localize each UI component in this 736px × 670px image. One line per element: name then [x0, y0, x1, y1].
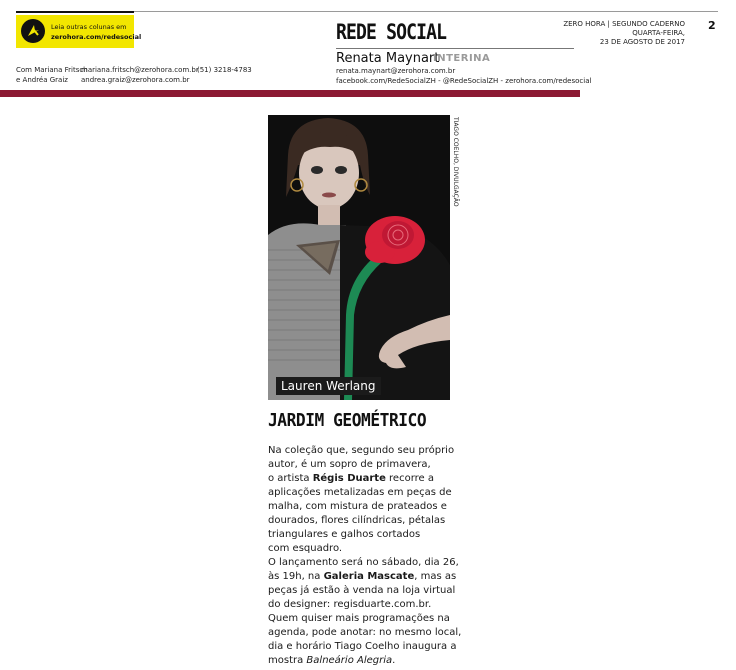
publication-weekday: QUARTA-FEIRA,	[632, 29, 685, 37]
article-line	[268, 444, 468, 458]
header-band	[0, 90, 580, 97]
article-text: , mas as	[414, 571, 457, 582]
photo-caption: Lauren Werlang	[276, 377, 381, 395]
publication-name: ZERO HORA | SEGUNDO CADERNO	[563, 20, 685, 28]
cursor-arrow-icon	[21, 19, 45, 43]
article-line	[268, 528, 468, 542]
article-line	[268, 640, 468, 654]
article-line	[268, 500, 468, 514]
collaborator-line: Com Mariana Fritsch	[16, 66, 88, 74]
article-text: às 19h, na	[268, 571, 324, 582]
title-divider	[336, 48, 574, 49]
social-links[interactable]: facebook.com/RedeSocialZH - @RedeSocialZH - zerohora.com/redesocial	[336, 77, 592, 85]
article-headline: JARDIM GEOMÉTRICO	[268, 410, 427, 431]
article-text: Quem quiser mais programações na	[268, 613, 450, 624]
article-text: dourados, flores cilíndricas, pétalas	[268, 515, 446, 526]
article-text: O lançamento será no sábado, dia 26,	[268, 557, 459, 568]
article-line	[268, 598, 468, 612]
collaborator-phone: (51) 3218-4783	[197, 66, 252, 74]
article-bold-text: Galeria Mascate	[323, 571, 415, 582]
article-line	[268, 486, 468, 500]
article-line	[268, 556, 468, 570]
article-text: dia e horário Tiago Coelho inaugura a	[268, 641, 457, 652]
article-text: .	[392, 655, 396, 666]
article-line	[268, 626, 468, 640]
article-italic-text: Balneário Alegria	[306, 655, 393, 666]
columnist-role: INTERINA	[433, 53, 491, 64]
article-line	[268, 654, 468, 668]
columnist-email[interactable]: renata.maynart@zerohora.com.br	[336, 67, 456, 75]
article-line	[268, 472, 468, 486]
article-text: triangulares e galhos cortados	[268, 529, 421, 540]
promo-box[interactable]	[16, 15, 142, 48]
article-line	[268, 514, 468, 528]
article-line	[268, 584, 468, 598]
publication-date: 23 DE AGOSTO DE 2017	[599, 38, 685, 46]
promo-link[interactable]: zerohora.com/redesocial	[51, 33, 142, 41]
article-photo	[268, 115, 450, 400]
collaborator-email[interactable]: mariana.fritsch@zerohora.com.br	[81, 66, 199, 74]
article-text: mostra	[268, 655, 307, 666]
article-text: peças já estão à venda na loja virtual	[268, 585, 456, 596]
article-text: do designer: regisduarte.com.br.	[268, 599, 432, 610]
collaborator-email[interactable]: andrea.graiz@zerohora.com.br	[81, 76, 190, 84]
collaborator-line: e Andréa Graiz	[16, 76, 68, 84]
article-text: agenda, pode anotar: no mesmo local,	[268, 627, 462, 638]
article-line	[268, 612, 468, 626]
page-number: 2	[708, 19, 716, 32]
article-bold-text: Régis Duarte	[312, 473, 386, 484]
section-title: REDE SOCIAL	[336, 20, 447, 44]
top-rule-accent	[16, 11, 134, 13]
article-text: malha, com mistura de prateados e	[268, 501, 447, 512]
article-text: com esquadro.	[268, 543, 343, 554]
article-text: recorre a	[385, 473, 434, 484]
article-text: autor, é um sopro de primavera,	[268, 459, 431, 470]
article-text: Na coleção que, segundo seu próprio	[268, 445, 455, 456]
promo-text: Leia outras colunas em	[51, 23, 127, 31]
article-line	[268, 542, 468, 556]
columnist-name: Renata Maynart	[336, 51, 440, 66]
article-text: aplicações metalizadas em peças de	[268, 487, 452, 498]
photo-credit: TIAGO COELHO, DIVULGAÇÃO	[452, 117, 459, 207]
article-body	[268, 444, 468, 668]
article-line	[268, 570, 468, 584]
article-text: o artista	[268, 473, 313, 484]
article-line	[268, 458, 468, 472]
